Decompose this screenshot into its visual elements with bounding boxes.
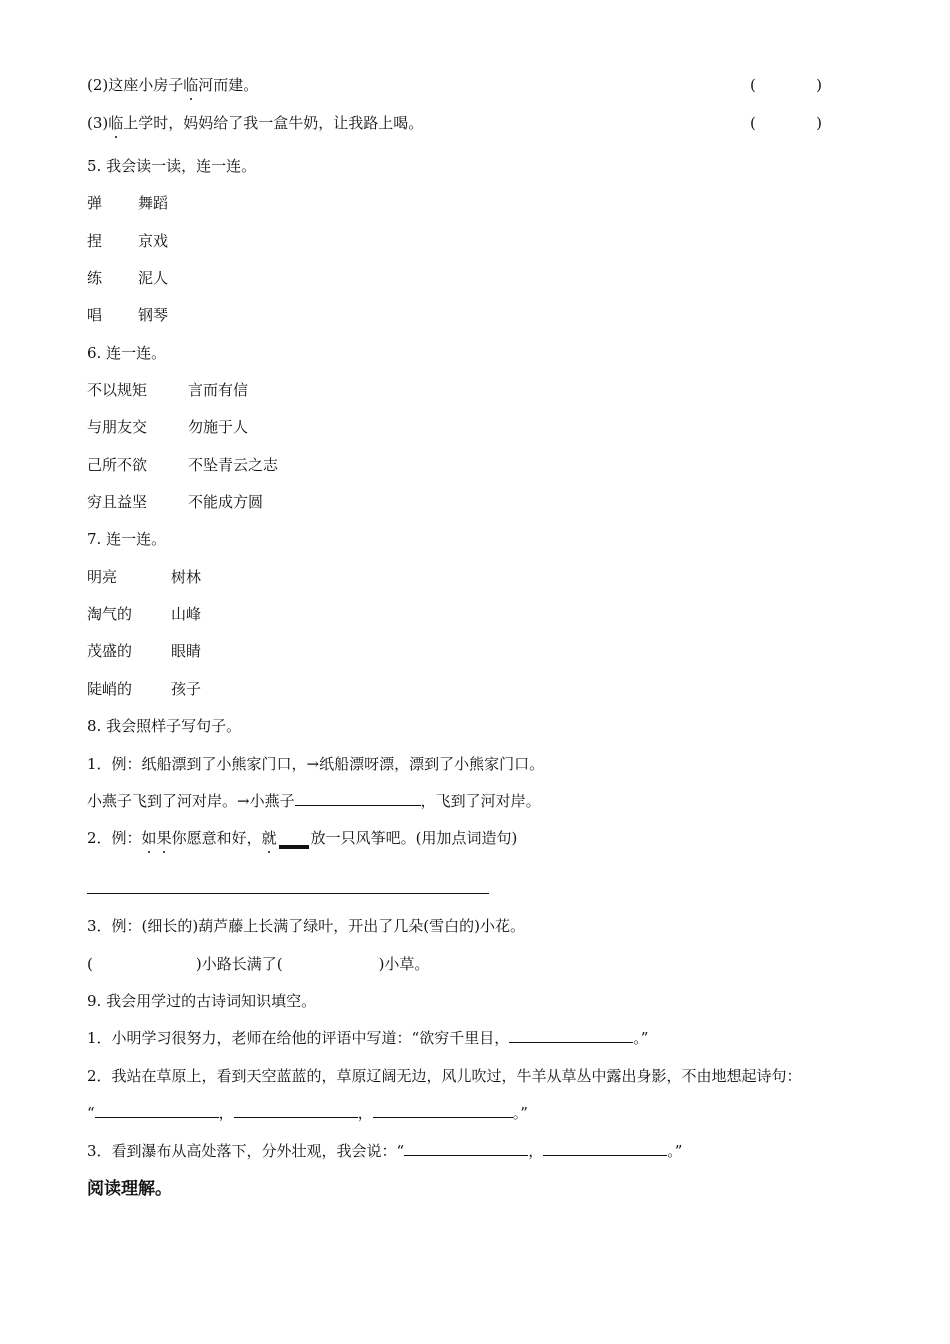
paren-open: (: [750, 114, 756, 132]
paren-open: (: [750, 76, 756, 94]
item-text: 上学时，妈妈给了我一盒牛奶，让我路上喝。: [123, 114, 424, 132]
answer-blank[interactable]: [95, 1103, 219, 1118]
match-left: 茂盛的: [87, 642, 133, 660]
match-left: 穷且益坚: [87, 493, 148, 511]
match-right: 勿施于人: [188, 418, 249, 436]
dotted-char: 果: [156, 829, 172, 847]
emphasis-bar: [279, 845, 309, 849]
match-right: 眼睛: [171, 642, 202, 660]
match-left: 不以规矩: [87, 381, 148, 399]
answer-blank[interactable]: [373, 1103, 513, 1118]
dotted-char: 如: [141, 829, 157, 847]
item-text: 1．小明学习很努力，老师在给他的评语中写道：“欲穷千里目，: [87, 1029, 510, 1047]
task-text: (: [87, 955, 93, 973]
dotted-char: 就: [261, 829, 277, 847]
rewrite-task: [87, 954, 429, 974]
poem-item: 2．我站在草原上，看到天空蓝蓝的，草原辽阔无边，风儿吹过，牛羊从草丛中露出身影，不由地想起诗句：: [87, 1067, 802, 1085]
example-text: 你愿意和好，: [171, 829, 262, 847]
item-text: 3．看到瀑布从高处落下，分外壮观，我会说：“: [87, 1142, 405, 1160]
question-title: 5. 我会读一读，连一连。: [87, 157, 257, 175]
separator: ，: [218, 1104, 234, 1122]
paren-close: ): [816, 114, 822, 132]
q4-item-2: [87, 75, 258, 95]
dotted-char: 临: [183, 76, 199, 94]
match-right: 不坠青云之志: [188, 456, 279, 474]
task-text: 小燕子飞到了河对岸。→小燕子: [87, 792, 295, 810]
match-right: 孩子: [171, 680, 202, 698]
poem-item: [87, 1028, 648, 1048]
answer-blank[interactable]: [509, 1028, 633, 1043]
example-sentence: 1．例：纸船漂到了小熊家门口，→纸船漂呀漂，漂到了小熊家门口。: [87, 755, 545, 773]
question-title: 6. 连一连。: [87, 344, 167, 362]
item-text: 河而建。: [198, 76, 259, 94]
question-title: 8. 我会照样子写句子。: [87, 717, 242, 735]
match-left: 己所不欲: [87, 456, 148, 474]
poem-item: [87, 1141, 682, 1161]
match-right: 言而有信: [188, 381, 249, 399]
task-text: ，飞到了河对岸。: [420, 792, 541, 810]
answer-blank[interactable]: [234, 1103, 358, 1118]
task-text: )小路长满了(: [195, 955, 283, 973]
example-sentence: [87, 828, 517, 849]
match-right: 钢琴: [138, 306, 169, 324]
q4-item-3: [87, 113, 423, 133]
dotted-char: 临: [108, 114, 124, 132]
example-text: 放一只风筝吧。(用加点词造句): [310, 829, 518, 847]
quote-mark: 。”: [667, 1142, 683, 1160]
quote-mark: 。”: [512, 1104, 528, 1122]
section-heading: 阅读理解。: [87, 1179, 172, 1199]
match-left: 捏: [87, 232, 103, 250]
example-sentence: 3．例：(细长的)葫芦藤上长满了绿叶，开出了几朵(雪白的)小花。: [87, 917, 525, 935]
poem-blanks: [87, 1103, 528, 1123]
match-left: 陡峭的: [87, 680, 133, 698]
match-left: 与朋友交: [87, 418, 148, 436]
match-left: 明亮: [87, 568, 118, 586]
match-left: 淘气的: [87, 605, 133, 623]
question-title: 7. 连一连。: [87, 530, 167, 548]
item-text: (3): [87, 114, 109, 132]
answer-blank[interactable]: [295, 791, 421, 806]
answer-blank[interactable]: [543, 1141, 667, 1156]
match-right: 不能成方圆: [188, 493, 264, 511]
example-text: 2．例：: [87, 829, 142, 847]
separator: ，: [528, 1142, 544, 1160]
answer-blank[interactable]: [404, 1141, 528, 1156]
rewrite-task: [87, 791, 541, 811]
separator: ，: [357, 1104, 373, 1122]
item-text: (2)这座小房子: [87, 76, 184, 94]
match-right: 舞蹈: [138, 194, 169, 212]
task-text: )小草。: [378, 955, 430, 973]
match-right: 泥人: [138, 269, 169, 287]
quote-mark: “: [87, 1104, 95, 1122]
paren-close: ): [816, 76, 822, 94]
match-right: 树林: [171, 568, 202, 586]
match-left: 弹: [87, 194, 103, 212]
sentence-answer-line[interactable]: [87, 893, 489, 894]
question-title: 9. 我会用学过的古诗词知识填空。: [87, 992, 317, 1010]
match-right: 京戏: [138, 232, 169, 250]
match-left: 练: [87, 269, 103, 287]
match-left: 唱: [87, 306, 103, 324]
match-right: 山峰: [171, 605, 202, 623]
item-text: 。”: [633, 1029, 649, 1047]
